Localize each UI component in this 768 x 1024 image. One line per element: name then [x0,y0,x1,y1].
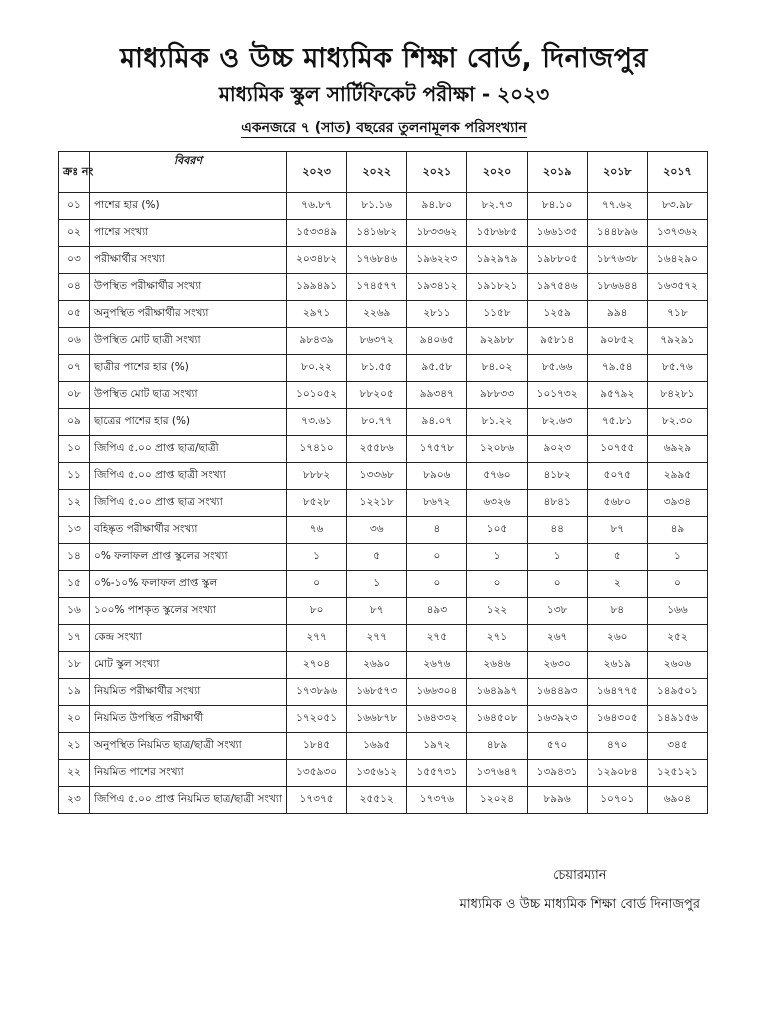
value-cell: ১৫৩৩৪৯ [287,220,347,247]
value-cell: ২৬৭৬ [407,652,467,679]
serial-cell: ০১ [59,193,90,220]
value-cell: ১৮৬৬৪৪ [587,274,647,301]
value-cell: ০ [647,571,707,598]
value-cell: ২৯৯৫ [647,463,707,490]
serial-cell: ২০ [59,706,90,733]
description-cell: ০% ফলাফল প্রাপ্ত স্কুলের সংখ্যা [90,544,287,571]
description-cell: নিয়মিত পরীক্ষার্থীর সংখ্যা [90,679,287,706]
value-cell: ১২৫১২১ [647,760,707,787]
value-cell: ১৪৪৮৯৬ [587,220,647,247]
signature-organization: মাধ্যমিক ও উচ্চ মাধ্যমিক শিক্ষা বোর্ড দিনাজপুর [459,897,700,912]
value-cell: ৮৬৩৭২ [347,328,407,355]
value-cell: ১৪১৬৮২ [347,220,407,247]
statistics-table [58,151,708,814]
serial-cell: ২১ [59,733,90,760]
header-year: ২০২২ [347,152,407,193]
serial-cell: ০৭ [59,355,90,382]
description-cell: জিপিএ ৫.০০ প্রাপ্ত ছাত্র/ছাত্রী [90,436,287,463]
value-cell: ২৭০৪ [287,652,347,679]
serial-cell: ১০ [59,436,90,463]
value-cell: ২৬৩০ [527,652,587,679]
value-cell: ১৩৫৯৩০ [287,760,347,787]
serial-cell: ২২ [59,760,90,787]
value-cell: ১৬৬৩০৪ [407,679,467,706]
value-cell: ৯৪.০৭ [407,409,467,436]
value-cell: ২৬৯০ [347,652,407,679]
serial-cell: ১৭ [59,625,90,652]
value-cell: ২০৩৪৮২ [287,247,347,274]
description-cell: ১০০% পাশকৃত স্কুলের সংখ্যা [90,598,287,625]
table-row [59,382,708,409]
serial-cell: ০২ [59,220,90,247]
value-cell: ১৮৪৫ [287,733,347,760]
value-cell: ১৭৩৮৯৬ [287,679,347,706]
value-cell: ১৭৪৫৭৭ [347,274,407,301]
value-cell: ২২৬৯ [347,301,407,328]
table-row [59,193,708,220]
serial-cell: ১৩ [59,517,90,544]
value-cell: ৫ [347,544,407,571]
value-cell: ১৪৯১৫৬ [647,706,707,733]
table-row [59,760,708,787]
table-row [59,571,708,598]
value-cell: ১২০৮৬ [467,436,527,463]
value-cell: ১৫৮৬৮৫ [467,220,527,247]
value-cell: ৯৮৪৩৯ [287,328,347,355]
value-cell: ১০৭০১ [587,787,647,814]
table-row [59,625,708,652]
value-cell: ৮৯০৬ [407,463,467,490]
value-cell: ৮৮২০৫ [347,382,407,409]
value-cell: ২৬৪৬ [467,652,527,679]
header-year: ২০২৩ [287,152,347,193]
value-cell: ৪৯৩ [407,598,467,625]
value-cell: ৬৯০৪ [647,787,707,814]
value-cell: ৭৬.৮৭ [287,193,347,220]
value-cell: ৭৬ [287,517,347,544]
value-cell: ১৬৬৮৭৮ [347,706,407,733]
value-cell: ৮৪.১০ [527,193,587,220]
table-row [59,436,708,463]
description-cell: পাশের সংখ্যা [90,220,287,247]
value-cell: ১৩৩৬৮ [347,463,407,490]
value-cell: ৮২.৬৩ [527,409,587,436]
value-cell: ২ [587,571,647,598]
serial-cell: ০৫ [59,301,90,328]
table-row [59,517,708,544]
description-cell: অনুপস্থিত নিয়মিত ছাত্র/ছাত্রী সংখ্যা [90,733,287,760]
header-year: ২০২১ [407,152,467,193]
value-cell: ৮০.৭৭ [347,409,407,436]
value-cell: ১৩৭৬৪৭ [467,760,527,787]
signature-block [460,866,700,916]
value-cell: ৭৯২৯১ [647,328,707,355]
value-cell: ৮১.১৬ [347,193,407,220]
value-cell: ১০৭৫৫ [587,436,647,463]
value-cell: ৮২.৭৩ [467,193,527,220]
value-cell: ১২২১৮ [347,490,407,517]
table-body [59,193,708,814]
value-cell: ০ [407,571,467,598]
value-cell: ৯৯৩৪৭ [407,382,467,409]
value-cell: ১৪৯৫০১ [647,679,707,706]
value-cell: ০ [467,571,527,598]
value-cell: ২৮১১ [407,301,467,328]
description-cell: বহিষ্কৃত পরীক্ষার্থীর সংখ্যা [90,517,287,544]
header-year: ২০১৯ [527,152,587,193]
value-cell: ১৬৩৫৭২ [647,274,707,301]
value-cell: ৮২.৩০ [647,409,707,436]
serial-cell: ১৬ [59,598,90,625]
value-cell: ৫৬৮০ [587,490,647,517]
value-cell: ০ [287,571,347,598]
value-cell: ১ [287,544,347,571]
value-cell: ৮৩.৯৮ [647,193,707,220]
description-cell: উপস্থিত পরীক্ষার্থীর সংখ্যা [90,274,287,301]
value-cell: ৮৭ [587,517,647,544]
value-cell: ৮৪.০২ [467,355,527,382]
value-cell: ১৩৮ [527,598,587,625]
description-cell: জিপিএ ৫.০০ প্রাপ্ত ছাত্র সংখ্যা [90,490,287,517]
value-cell: ৩৯৩৪ [647,490,707,517]
serial-cell: ১৫ [59,571,90,598]
header-year: ২০১৮ [587,152,647,193]
value-cell: ১৯৮৮০৫ [527,247,587,274]
serial-cell: ১৮ [59,652,90,679]
description-cell: ছাত্রের পাশের হার (%) [90,409,287,436]
board-title: মাধ্যমিক ও উচ্চ মাধ্যমিক শিক্ষা বোর্ড, দিনাজপুর [120,43,648,74]
value-cell: ১৯৭৫৪৬ [527,274,587,301]
value-cell: ৮১.৫৫ [347,355,407,382]
value-cell: ৪ [407,517,467,544]
value-cell: ৪৮৯ [467,733,527,760]
value-cell: ৬৩২৬ [467,490,527,517]
value-cell: ৮৪২৮১ [647,382,707,409]
value-cell: ৮৬৭২ [407,490,467,517]
signature-title: চেয়ারম্যান [553,868,607,883]
value-cell: ৩৪৫ [647,733,707,760]
value-cell: ৯৯৪ [587,301,647,328]
value-cell: ২৭১ [467,625,527,652]
value-cell: ৭৩.৬১ [287,409,347,436]
value-cell: ৮১.২২ [467,409,527,436]
serial-cell: ২৩ [59,787,90,814]
table-title [0,116,768,140]
value-cell: ২৭৭ [347,625,407,652]
value-cell: ১৬৩৯২৩ [527,706,587,733]
value-cell: ৩৬ [347,517,407,544]
value-cell: ৪৪ [527,517,587,544]
value-cell: ১৯৬২২৩ [407,247,467,274]
table-row [59,706,708,733]
value-cell: ১৬৪৩০৫ [587,706,647,733]
serial-cell: ১১ [59,463,90,490]
value-cell: ১৬৮৫৭৩ [347,679,407,706]
value-cell: ১ [647,544,707,571]
value-cell: ৯০৮৫২ [587,328,647,355]
table-row [59,544,708,571]
value-cell: ২৬১৯ [587,652,647,679]
value-cell: ২৫২ [647,625,707,652]
description-cell: ০%-১০% ফলাফল প্রাপ্ত স্কুল [90,571,287,598]
value-cell: ০ [407,544,467,571]
serial-cell: ০৬ [59,328,90,355]
value-cell: ১৬৬১৩৫ [527,220,587,247]
header-description: বিবরণ [90,152,287,193]
value-cell: ৮৯৯৬ [527,787,587,814]
value-cell: ১২২ [467,598,527,625]
value-cell: ১৭২০৫১ [287,706,347,733]
value-cell: ৯৪.৮০ [407,193,467,220]
value-cell: ৮০ [287,598,347,625]
value-cell: ৭৭.৬২ [587,193,647,220]
value-cell: ৪১৮২ [527,463,587,490]
value-cell: ১৬৪৭৭৫ [587,679,647,706]
value-cell: ৭১৮ [647,301,707,328]
value-cell: ৮০.২২ [287,355,347,382]
value-cell: ৪৯ [647,517,707,544]
table-row [59,787,708,814]
value-cell: ১২৯০৮৪ [587,760,647,787]
value-cell: ৫০৭৫ [587,463,647,490]
table-row [59,733,708,760]
value-cell: ৯৫৮১৪ [527,328,587,355]
serial-cell: ০৯ [59,409,90,436]
value-cell: ১৯৯৪৯১ [287,274,347,301]
value-cell: ১০১৭৩২ [527,382,587,409]
description-cell: কেন্দ্র সংখ্যা [90,625,287,652]
table-title-text: একনজরে ৭ (সাত) বছরের তুলনামূলক পরিসংখ্যান [241,120,527,136]
value-cell: ১৭৫৭৮ [407,436,467,463]
table-row [59,328,708,355]
value-cell: ১৯২৯৭৯ [467,247,527,274]
value-cell: ৯০২৩ [527,436,587,463]
table-row [59,220,708,247]
table-row [59,409,708,436]
serial-cell: ১৪ [59,544,90,571]
value-cell: ২৬০ [587,625,647,652]
value-cell: ৮৭ [347,598,407,625]
value-cell: ২৭৭ [287,625,347,652]
table-row [59,355,708,382]
table-row [59,598,708,625]
table-row [59,490,708,517]
value-cell: ১৯১৮২১ [467,274,527,301]
value-cell: ২৭৫ [407,625,467,652]
value-cell: ১৬৪৩৩২ [407,706,467,733]
value-cell: ৯৮৮৩৩ [467,382,527,409]
value-cell: ১৬৪৫০৮ [467,706,527,733]
serial-cell: ০৩ [59,247,90,274]
value-cell: ১৮৩৩৬২ [407,220,467,247]
value-cell: ১৩৯৪৩১ [527,760,587,787]
exam-title: মাধ্যমিক স্কুল সার্টিফিকেট পরীক্ষা - ২০২৩ [218,82,550,106]
table-row [59,463,708,490]
value-cell: ১৮৭৬৩৮ [587,247,647,274]
description-cell: উপস্থিত মোট ছাত্রী সংখ্যা [90,328,287,355]
value-cell: ৮৫২৮ [287,490,347,517]
table-header-row [59,152,708,193]
value-cell: ৭৯.৫৪ [587,355,647,382]
value-cell: ১৬৪২৯০ [647,247,707,274]
description-cell: ছাত্রীর পাশের হার (%) [90,355,287,382]
value-cell: ১৭৪১০ [287,436,347,463]
table-row [59,274,708,301]
description-cell: উপস্থিত মোট ছাত্র সংখ্যা [90,382,287,409]
value-cell: ২৬০৬ [647,652,707,679]
value-cell: ৫৭৬০ [467,463,527,490]
value-cell: ১ [347,571,407,598]
value-cell: ৮৪ [587,598,647,625]
value-cell: ১৬৪৪৯৩ [527,679,587,706]
table-row [59,301,708,328]
value-cell: ১৯৩৪১২ [407,274,467,301]
value-cell: ২৫৫৮৬ [347,436,407,463]
header-year: ২০২০ [467,152,527,193]
value-cell: ১৩৭৩৬২ [647,220,707,247]
value-cell: ৯৪০৬৫ [407,328,467,355]
value-cell: ৭৫.৮১ [587,409,647,436]
value-cell: ১ [527,544,587,571]
value-cell: ১৭৩৭৬ [407,787,467,814]
value-cell: ৫৭০ [527,733,587,760]
serial-cell: ০৪ [59,274,90,301]
value-cell: ৫ [587,544,647,571]
value-cell: ১৫৫৭৩১ [407,760,467,787]
table-row [59,679,708,706]
table-row [59,247,708,274]
value-cell: ২৫৫১২ [347,787,407,814]
value-cell: ৪৭০ [587,733,647,760]
description-cell: নিয়মিত পাশের সংখ্যা [90,760,287,787]
serial-cell: ০৮ [59,382,90,409]
value-cell: ৪৮৪১ [527,490,587,517]
table-row [59,652,708,679]
description-cell: পাশের হার (%) [90,193,287,220]
value-cell: ১৬৯৫ [347,733,407,760]
value-cell: ১৬৬ [647,598,707,625]
description-cell: জিপিএ ৫.০০ প্রাপ্ত নিয়মিত ছাত্র/ছাত্রী সংখ্যা [90,787,287,814]
value-cell: ৮৮৮২ [287,463,347,490]
value-cell: ৯২৯৮৮ [467,328,527,355]
description-cell: নিয়মিত উপস্থিত পরীক্ষার্থী [90,706,287,733]
value-cell: ০ [527,571,587,598]
description-cell: মোট স্কুল সংখ্যা [90,652,287,679]
value-cell: ১২০২৪ [467,787,527,814]
description-cell: জিপিএ ৫.০০ প্রাপ্ত ছাত্রী সংখ্যা [90,463,287,490]
value-cell: ২৯৭১ [287,301,347,328]
value-cell: ৮৫.৬৬ [527,355,587,382]
serial-cell: ১২ [59,490,90,517]
description-cell: পরীক্ষার্থীর সংখ্যা [90,247,287,274]
header-year: ২০১৭ [647,152,707,193]
value-cell: ৬৯২৯ [647,436,707,463]
value-cell: ১২৫৯ [527,301,587,328]
value-cell: ১৭৬৮৪৬ [347,247,407,274]
value-cell: ১ [467,544,527,571]
value-cell: ১০৫ [467,517,527,544]
value-cell: ৯৫.৫৮ [407,355,467,382]
value-cell: ১৩৫৬১২ [347,760,407,787]
serial-cell: ১৯ [59,679,90,706]
header-serial: ক্রঃ নং [59,152,90,193]
value-cell: ১৯৭২ [407,733,467,760]
value-cell: ৮৫.৭৬ [647,355,707,382]
description-cell: অনুপস্থিত পরীক্ষার্থীর সংখ্যা [90,301,287,328]
value-cell: ১০১০৫২ [287,382,347,409]
value-cell: ৯৫৭৯২ [587,382,647,409]
value-cell: ১১৫৮ [467,301,527,328]
value-cell: ২৬৭ [527,625,587,652]
value-cell: ১৭৩৭৫ [287,787,347,814]
value-cell: ১৬৪৯৯৭ [467,679,527,706]
